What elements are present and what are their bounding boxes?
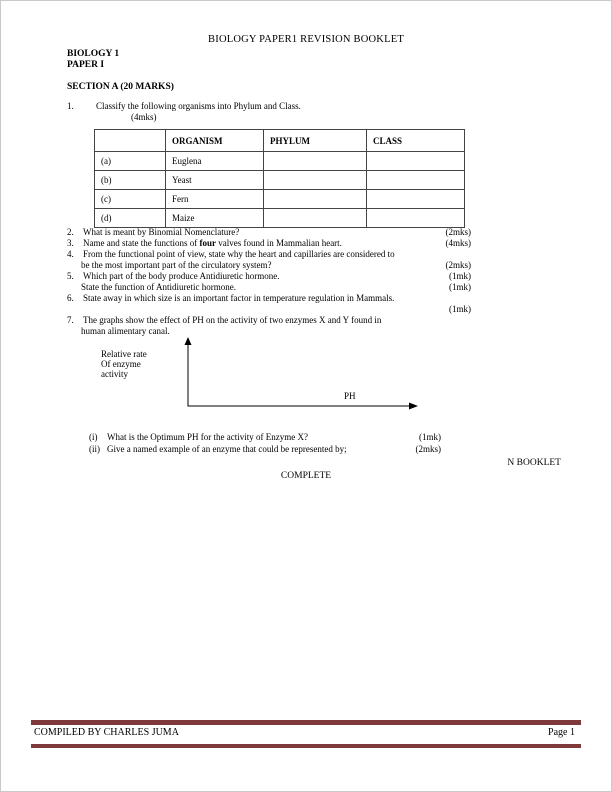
question-number: 3. [67,238,74,248]
table-cell-phylum [264,190,367,209]
table-header-blank [95,130,166,152]
table-cell-organism: Yeast [166,171,264,190]
question-text: be the most important part of the circulatory system? [81,260,272,270]
footer-divider-top [31,720,581,725]
sub-question-number: (i) [89,432,98,442]
table-cell-phylum [264,171,367,190]
sub-question-marks: (2mks) [415,444,441,454]
table-cell-class [367,209,465,228]
table-header-row [95,130,465,152]
question-marks: (2mks) [445,227,471,237]
paper-meta [67,49,119,71]
table-cell-label: (a) [95,152,166,171]
sub-question-text: What is the Optimum PH for the activity of Enzyme X? [107,432,308,442]
question-text-pre: Name and state the functions of [83,238,200,248]
question-marks: (4mks) [131,112,157,122]
y-axis-label: Relative rate Of enzyme activity [101,349,147,379]
question-text-post: valves found in Mammalian heart. [215,238,342,248]
question-6 [67,293,471,304]
table-header-class: CLASS [367,130,465,152]
page-footer [34,727,575,738]
question-number: 7. [67,315,74,325]
question-text: human alimentary canal. [81,326,170,336]
table-cell-organism: Euglena [166,152,264,171]
question-number: 5. [67,271,74,281]
question-text-bold: four [199,238,216,248]
table-row [95,209,465,228]
paper-number: PAPER I [67,60,105,70]
question-text: Classify the following organisms into Phylum and Class. [96,101,301,111]
table-cell-organism: Maize [166,209,264,228]
question-marks: (1mk) [449,271,471,281]
footer-page-number: Page 1 [548,727,575,738]
question-text: State the function of Antidiuretic hormone. [81,282,236,292]
classification-table [94,129,465,228]
question-5-line2 [67,282,471,293]
question-list [67,227,471,337]
question-text: Which part of the body produce Antidiuretic hormone. [83,271,280,281]
sub-question-list [89,431,441,455]
table-row [95,171,465,190]
question-3 [67,238,471,249]
table-cell-organism: Fern [166,190,264,209]
question-4-line1 [67,249,471,260]
table-cell-class [367,171,465,190]
question-text [83,238,423,249]
question-7-line1 [67,315,471,326]
question-text: What is meant by Binomial Nomenclature? [83,227,240,237]
question-1 [67,101,471,123]
paper-name: BIOLOGY 1 [67,49,120,59]
ph-activity-graph [96,335,426,417]
question-marks: (2mks) [445,260,471,270]
question-6-marks-line [67,304,471,315]
x-axis-label: PH [344,391,356,401]
question-marks: (1mk) [449,282,471,292]
question-5-line1 [67,271,471,282]
sub-question-i [89,431,441,443]
question-marks: (4mks) [445,238,471,248]
question-number: 2. [67,227,74,237]
table-row [95,190,465,209]
table-header-phylum: PHYLUM [264,130,367,152]
table-cell-label: (c) [95,190,166,209]
question-number: 4. [67,249,74,259]
footer-divider-bottom [31,744,581,748]
sub-question-text: Give a named example of an enzyme that could be represented by; [107,444,347,454]
table-cell-label: (b) [95,171,166,190]
table-cell-phylum [264,152,367,171]
table-header-organism: ORGANISM [166,130,264,152]
section-heading: SECTION A (20 MARKS) [67,82,174,92]
text-fragment-complete: COMPLETE [280,471,332,481]
question-marks: (1mk) [449,304,471,314]
question-number: 1. [67,101,74,111]
question-2 [67,227,471,238]
sub-question-marks: (1mk) [419,432,441,442]
question-text: The graphs show the effect of PH on the activity of two enzymes X and Y found in [83,315,382,325]
question-text: State away in which size is an important factor in temperature regulation in Mammals. [83,293,395,303]
table-cell-class [367,152,465,171]
sub-question-ii [89,443,441,455]
sub-question-number: (ii) [89,444,100,454]
table-row [95,152,465,171]
table-cell-class [367,190,465,209]
text-fragment-booklet: N BOOKLET [507,458,561,468]
question-text: From the functional point of view, state why the heart and capillaries are considered to [83,249,395,259]
footer-compiled-by: COMPILED BY CHARLES JUMA [34,727,179,738]
question-4-line2 [67,260,471,271]
table-cell-phylum [264,209,367,228]
table-cell-label: (d) [95,209,166,228]
document-title: BIOLOGY PAPER1 REVISION BOOKLET [208,34,404,45]
question-number: 6. [67,293,74,303]
